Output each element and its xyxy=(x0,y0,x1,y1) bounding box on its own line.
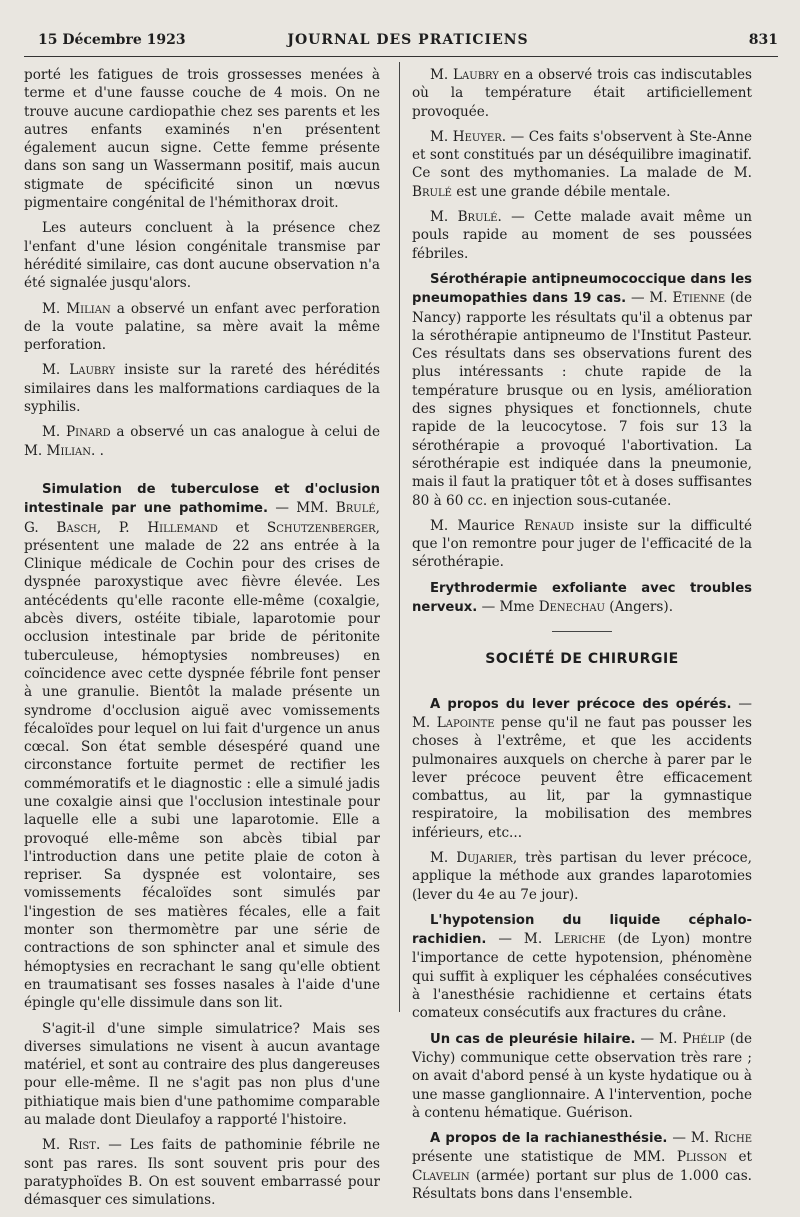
author-name: M. Brulé xyxy=(412,165,752,200)
paragraph-text: . — Les faits de pathominie fébrile ne sont pas rares. Ils sont souvent pris pour des paratyphoïdes B. On est souvent embarrassé pour démasquer ces simulations. xyxy=(24,1137,380,1209)
paragraph-text: pense qu'il ne faut pas pousser les choses à l'extrême, et que les accidents pulmonaires auxquels on cherche à parer par le lever précoce peuvent être efficacement combattus, au lit, par la gymnastique respiratoire, la mobilisation des membres inférieurs, etc... xyxy=(412,714,752,841)
paragraph-text: et xyxy=(727,1149,752,1166)
paragraph-text: en a observé trois cas indiscutables où la température était artificiellement provoquée. xyxy=(412,67,752,120)
paragraph-text: — MM. xyxy=(268,500,336,517)
article-title: Un cas de pleurésie hilaire. xyxy=(430,1031,636,1047)
right-column xyxy=(412,66,752,1210)
author-name: Renaud xyxy=(524,517,575,534)
author-name: Schutzenberger xyxy=(266,519,376,536)
author-names: Brulé, G. Basch, P. Hillemand xyxy=(24,500,380,536)
paragraph-text: est une grande débile mentale. xyxy=(451,183,671,200)
page-header xyxy=(38,30,778,52)
article-title: Sérothérapie antipneumococcique dans les pneumopathies dans 19 cas. xyxy=(412,271,752,307)
right-paragraph xyxy=(412,517,752,572)
article-title: A propos du lever précoce des opérés. xyxy=(430,696,732,712)
author-name: M. Brulé xyxy=(430,209,498,226)
paragraph-text: , présentent une malade de 22 ans entrée à la Clinique médicale de Cochin pour des crises de dyspnée paroxystique avec fièvre élevée. Les antécédents qu'elle raconte elle-même (coxalgie, abcès divers, ostéite tibiale, laparotomie pour occlusion intestinale par bride de péritonite tuberculeuse, hémoptysies nombreuses) en coïncidence avec cette dyspnée fébrile font penser à une granulie. Bientôt la malade présente un syndrome d'occlusion aiguë avec vomissements fécaloïdes pour lequel on lui fait d'urgence un anus cœcal. Son état semble désespéré quand une circonstance fortuite permet de rectifier les commémoratifs et le diagnostic : elle a simulé jadis une coxalgie ainsi que l'occlusion intestinale pour laquelle elle a subi une laparotomie. Elle a provoqué elle-même son abcès tibial par l'introduction dans une petite plaie de coton à repriser. Sa dyspnée est volontaire, ses vomissements fécaloïdes sont simulés par l'ingestion de ses matières fécales, elle a fait monter son thermomètre par une série de contractions de son sphincter anal et simule des hémoptysies en recrachant le sang qu'elle obtient en traumatisant ses fosses nasales à l'aide d'une épingle qu'elle dissimule dans son lit. xyxy=(24,519,380,1012)
left-paragraph: Les auteurs concluent à la présence chez l'enfant d'une lésion congénitale transmise par hérédité similaire, cas dont aucune observation n'a été signalée jusqu'alors. xyxy=(24,220,380,292)
paragraph-text: a observé un enfant avec perforation de la voute palatine, sa mère avait la même perforation. xyxy=(24,300,380,354)
author-name: M. Milian xyxy=(42,300,111,317)
author-name: M. Heuyer xyxy=(430,128,502,145)
paragraph-text: — M. xyxy=(626,290,673,307)
paragraph-text: — M. xyxy=(486,931,555,948)
right-paragraph xyxy=(412,66,752,121)
left-paragraph: S'agit-il d'une simple simulatrice? Mais ses diverses simulations ne visent à aucun avantage matériel, et sont au contraire des plus dangereuses pour elle-même. Il ne s'agit pas non plus d'une pithiatique mais bien d'une pathomime comparable au malade dont Dieulafoy a rapporté l'histoire. xyxy=(24,1020,380,1129)
header-journal-title: JOURNAL DES PRATICIENS xyxy=(287,32,529,48)
author-name: Lapointe xyxy=(436,714,495,731)
right-paragraph xyxy=(412,208,752,263)
paragraph-text: (de Lyon) montre l'importance de cette hypotension, phénomène qui suffit à expliquer les céphalées consécutives à l'anesthésie rachidienne et certains états comateux consécutifs aux fractures du crâne. xyxy=(412,931,752,1022)
paragraph-text: insiste sur la rareté des hérédités similaires dans les malformations cardiaques de la syphilis. xyxy=(24,362,380,416)
paragraph-text: a observé un cas analogue à celui de xyxy=(110,424,380,441)
author-name: Etienne xyxy=(672,290,726,307)
paragraph-text: . . xyxy=(91,442,104,459)
paragraph-text: — M. xyxy=(635,1030,683,1047)
author-name: Plisson xyxy=(676,1149,728,1166)
paragraph-text: M. Maurice xyxy=(430,517,525,534)
article-title: A propos de la rachianesthésie. xyxy=(430,1131,668,1147)
paragraph-text: (armée) portant sur plus de 1.000 cas. Résultats bons dans l'ensemble. xyxy=(412,1167,752,1203)
paragraph-text: — M. xyxy=(412,695,753,731)
header-page-number: 831 xyxy=(748,32,778,48)
left-paragraph: porté les fatigues de trois grossesses menées à terme et d'une fausse couche de 4 mois. On ne trouve aucune cardiopathie chez ses parents et les autres enfants examinés n'en présentent également aucun signe. Cette femme présente dans son sang un Wassermann positif, mais aucun stigmate de spécificité sinon un nœvus pigmentaire congénital de l'hémithorax droit. xyxy=(24,67,380,212)
article-title: L'hypotension du liquide céphalo-rachidien. xyxy=(412,912,752,948)
paragraph-text: (de Nancy) rapporte les résultats qu'il a obtenus par la sérothérapie antipneumo de l'Institut Pasteur. Ces résultats dans ses observations furent des plus intéressants : chute rapide de la température brusque ou en lysis, amélioration des signes physiques et fonctionnels, chute rapide de la leucocytose. 7 fois sur 13 la sérothérapie a provoqué l'abortivation. La sérothérapie est indiquée dans la pneumonie, mais il faut la pratiquer tôt et à doses suffisantes 80 à 60 cc. en injection sous-cutanée. xyxy=(412,290,752,509)
left-paragraph xyxy=(24,423,380,460)
article-hypotension xyxy=(412,911,752,1023)
section-heading: SOCIÉTÉ DE CHIRURGIE xyxy=(485,651,679,668)
author-name: Clavelin xyxy=(412,1167,470,1184)
paragraph-text: — M. xyxy=(667,1130,715,1147)
author-name: M. Laubry xyxy=(430,67,499,83)
column-divider xyxy=(399,62,400,1012)
paragraph-text: et xyxy=(217,519,267,536)
paragraph-text: (Angers). xyxy=(604,599,674,616)
paragraph-text: insiste sur la difficulté que l'on remontre pour juger de l'efficacité de la sérothérapie. xyxy=(412,517,752,571)
paragraph-text: présente une statistique de MM. xyxy=(412,1149,677,1166)
author-name: Phélip xyxy=(682,1030,725,1047)
article-title: Simulation de tuberculose et d'oclusion intestinale par une pathomime. xyxy=(24,481,380,517)
author-name: M. Laubry xyxy=(42,362,116,379)
article-simulation-tuberculose xyxy=(24,480,380,1013)
author-name: M. Pinard xyxy=(42,424,111,441)
article-title: Erythrodermie exfoliante avec troubles nerveux. xyxy=(412,580,752,616)
right-paragraph xyxy=(412,849,752,904)
article-serotherapie xyxy=(412,270,752,510)
author-name: M. Milian xyxy=(24,442,91,459)
left-paragraph xyxy=(24,361,380,416)
author-name: Leriche xyxy=(554,931,606,948)
author-name: M. Rist xyxy=(42,1137,96,1154)
author-name: Denechau xyxy=(538,599,605,616)
paragraph-text: , très partisan du lever précoce, applique la méthode aux grandes laparotomies (lever du 4e au 7e jour). xyxy=(412,849,752,903)
section-separator xyxy=(552,631,612,632)
paragraph-text: . — Ces faits s'observent à Ste-Anne et sont constitués par un déséquilibre imaginatif. Ce sont des mythomanies. La malade de xyxy=(412,128,752,182)
paragraph-text: (de Vichy) communique cette observation très rare ; on avait d'abord pensé à un kyste hydatique ou à une masse ganglionnaire. A l'intervention, poche à contenu hématique. Guérison. xyxy=(412,1030,752,1121)
header-rule xyxy=(24,56,778,57)
paragraph-text: — Mme xyxy=(477,599,539,616)
author-name: Riche xyxy=(714,1130,752,1147)
article-lever-precoce xyxy=(412,695,752,842)
left-paragraph xyxy=(24,1136,380,1209)
paragraph-text: . — Cette malade avait même un pouls rapide au moment de ses poussées fébriles. xyxy=(412,209,752,262)
header-date: 15 Décembre 1923 xyxy=(38,32,186,48)
left-paragraph xyxy=(24,300,380,355)
article-erythrodermie xyxy=(412,579,752,618)
left-column xyxy=(24,66,380,1217)
article-rachianesthesie xyxy=(412,1129,752,1203)
author-name: M. Dujarier xyxy=(430,849,513,866)
article-pleuresie xyxy=(412,1030,752,1122)
right-paragraph xyxy=(412,128,752,201)
